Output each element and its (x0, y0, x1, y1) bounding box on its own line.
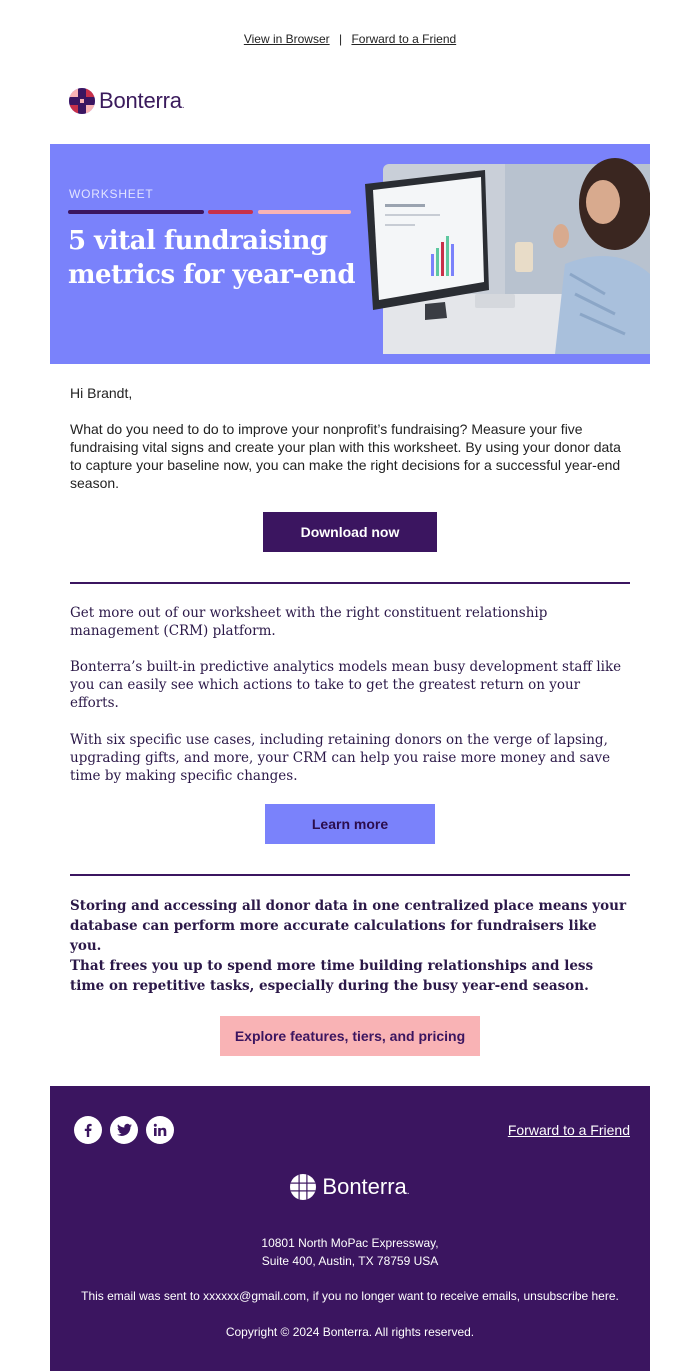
facebook-icon[interactable] (74, 1116, 102, 1144)
footer-brand-logo[interactable] (50, 1174, 650, 1200)
data-paragraph-1: Storing and accessing all donor data in one centralized place means your database can perform more accurate calculations for fundraisers like you. (70, 898, 627, 954)
intro-paragraph: What do you need to do to improve your nonprofit’s fundraising? Measure your five fundraising vital signs and create your plan with this worksheet. By using your donor data to capture your baseline now, you can make the right decisions for a successful year-end season. (70, 421, 621, 491)
linkedin-icon[interactable] (146, 1116, 174, 1144)
logo-wordmark: Bonterra. (99, 88, 185, 113)
address-line-1: 10801 North MoPac Expressway, (261, 1236, 439, 1250)
top-links (0, 32, 700, 46)
address-line-2: Suite 400, Austin, TX 78759 USA (261, 1254, 439, 1268)
section-divider (70, 874, 630, 876)
learn-more-button[interactable]: Learn more (265, 804, 435, 844)
social-links (74, 1116, 174, 1144)
company-address (50, 1234, 650, 1270)
crm-paragraph-2: Bonterra’s built-in predictive analytics models mean busy development staff like you can easily see which actions to take to get the greatest return on your efforts. (70, 659, 622, 711)
explore-pricing-button[interactable]: Explore features, tiers, and pricing (220, 1016, 480, 1056)
brand-logo[interactable] (69, 87, 184, 115)
crm-paragraph-3: With six specific use cases, including retaining donors on the verge of lapsing, upgrading gifts, and more, your CRM can help you raise more money and save time by making specific changes. (70, 732, 611, 784)
accent-line-pink (258, 210, 351, 214)
hero-banner[interactable] (50, 144, 650, 364)
accent-line-purple (68, 210, 204, 214)
footer-logo-wordmark: Bonterra. (322, 1174, 410, 1199)
hero-tag: WORKSHEET (69, 187, 154, 201)
accent-line-red (208, 210, 253, 214)
twitter-icon[interactable] (110, 1116, 138, 1144)
section-divider (70, 582, 630, 584)
greeting: Hi Brandt, (70, 385, 133, 401)
bonterra-logo-icon (69, 88, 95, 114)
footer-forward-to-friend-link[interactable]: Forward to a Friend (507, 1122, 630, 1138)
forward-to-friend-link[interactable]: Forward to a Friend (351, 32, 457, 46)
crm-paragraph-1: Get more out of our worksheet with the right constituent relationship management (CRM) platform. (70, 605, 548, 639)
view-in-browser-link[interactable]: View in Browser (243, 32, 330, 46)
footer (50, 1086, 650, 1371)
download-now-button[interactable]: Download now (263, 512, 437, 552)
person-at-computer-photo (365, 144, 650, 364)
link-separator: | (338, 32, 343, 46)
bonterra-logo-icon (290, 1174, 316, 1200)
unsubscribe-notice[interactable]: This email was sent to xxxxxx@gmail.com, if you no longer want to receive emails, unsubscribe here. (81, 1289, 619, 1303)
data-paragraph-2: That frees you up to spend more time building relationships and less time on repetitive tasks, especially during the busy year-end season. (70, 958, 594, 994)
hero-title: 5 vital fundraising metrics for year-end (68, 226, 356, 290)
copyright: Copyright © 2024 Bonterra. All rights reserved. (225, 1325, 475, 1339)
